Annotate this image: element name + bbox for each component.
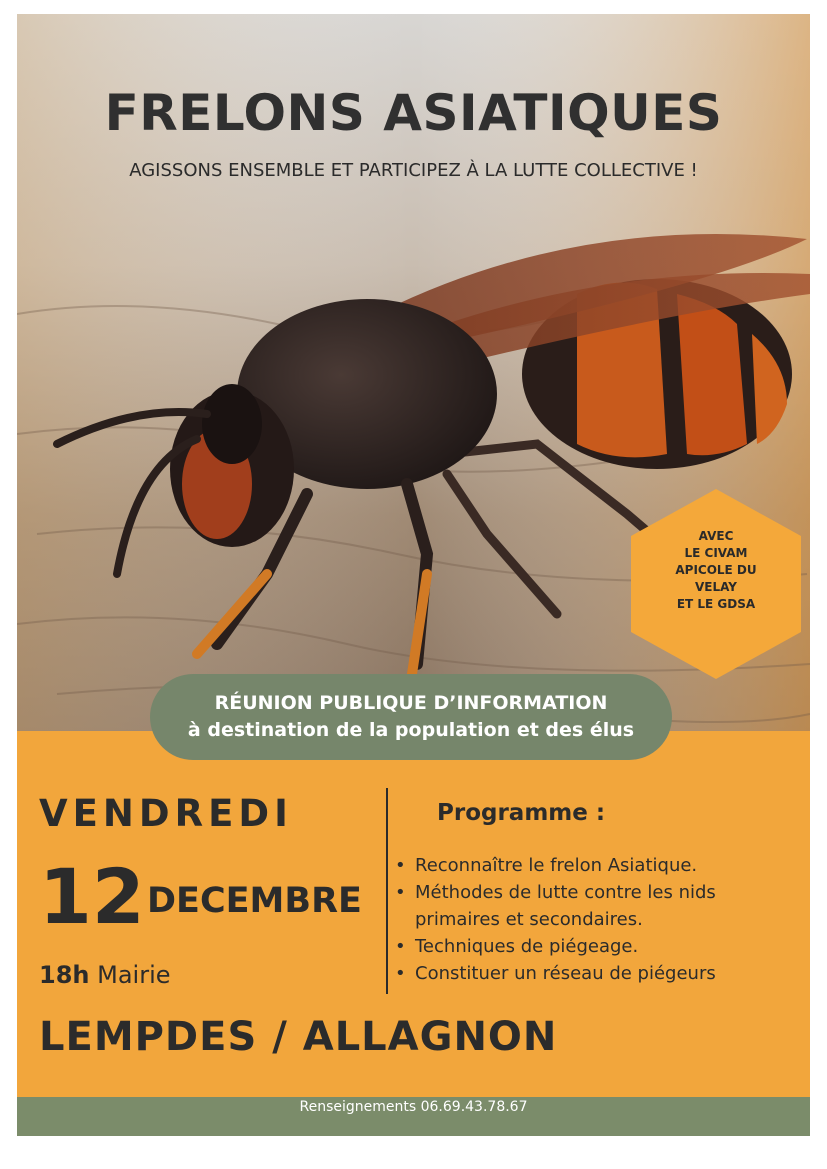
poster-title: FRELONS ASIATIQUES — [104, 84, 723, 142]
meeting-banner — [150, 674, 672, 760]
event-day: VENDREDI — [39, 792, 293, 835]
programme-title: Programme : — [437, 800, 606, 826]
programme-list — [395, 852, 805, 987]
partner-badge — [623, 484, 809, 684]
event-month: DECEMBRE — [147, 881, 362, 921]
partner-line: VELAY — [695, 580, 737, 594]
meeting-line-1: RÉUNION PUBLIQUE D’INFORMATION — [214, 692, 608, 714]
partner-line: LE CIVAM — [684, 546, 748, 560]
list-item: • Techniques de piégeage. — [395, 933, 805, 960]
list-item: • Reconnaître le frelon Asiatique. — [395, 852, 805, 879]
partner-line: ET LE GDSA — [676, 597, 756, 611]
event-date: 12 — [39, 852, 145, 941]
poster — [17, 14, 810, 1136]
contact-info: Renseignements 06.69.43.78.67 — [299, 1099, 528, 1115]
poster-subtitle: AGISSONS ENSEMBLE ET PARTICIPEZ À LA LUTTE COLLECTIVE ! — [129, 160, 698, 181]
event-city: LEMPDES / ALLAGNON — [39, 1014, 558, 1060]
event-time-place — [39, 961, 171, 989]
list-item: • Méthodes de lutte contre les nids primaires et secondaires. — [395, 879, 805, 933]
event-place: Mairie — [97, 961, 171, 989]
partner-badge-text — [623, 528, 809, 613]
column-divider — [386, 788, 388, 994]
meeting-line-2: à destination de la population et des élus — [187, 719, 635, 741]
partner-line: AVEC — [698, 529, 734, 543]
list-item: • Constituer un réseau de piégeurs — [395, 960, 805, 987]
contact-footer — [17, 1097, 810, 1136]
event-hour: 18h — [39, 961, 90, 989]
partner-line: APICOLE DU — [675, 563, 757, 577]
